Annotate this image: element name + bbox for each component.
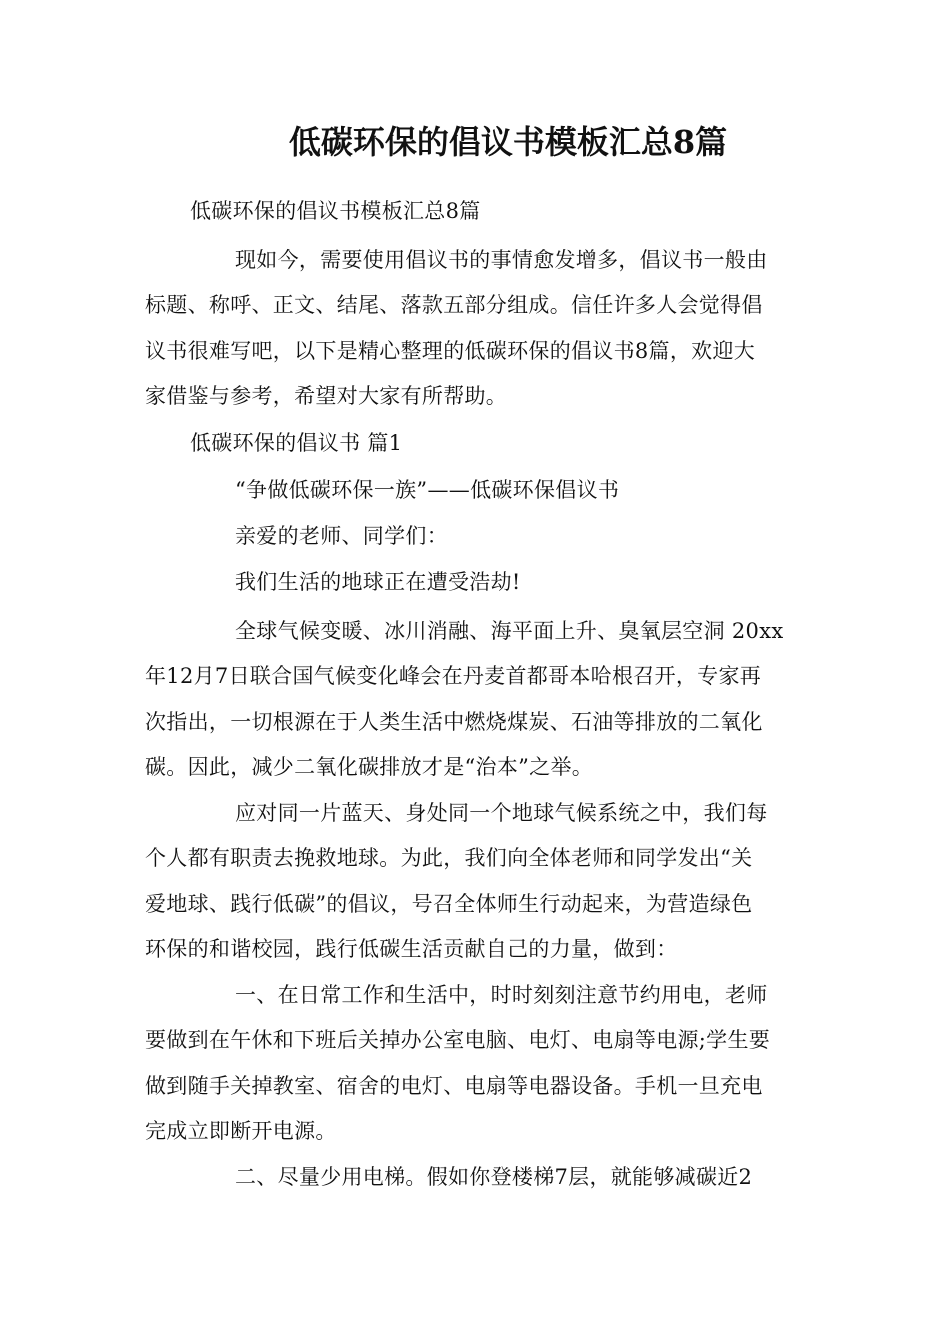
letter-title: “争做低碳环保一族”——低碳环保倡议书 — [235, 478, 620, 502]
subtitle-line: 低碳环保的倡议书模板汇总8篇 — [190, 199, 481, 223]
document-title: 低碳环保的倡议书模板汇总8篇 — [288, 123, 728, 161]
body-line: 我们生活的地球正在遭受浩劫! — [235, 570, 521, 594]
body-paragraph-line: 环保的和谐校园，践行低碳生活贡献自己的力量，做到： — [145, 937, 678, 961]
section-heading: 低碳环保的倡议书 篇1 — [190, 431, 403, 455]
body-paragraph-line: 全球气候变暖、冰川消融、海平面上升、臭氧层空洞 20xx — [235, 619, 784, 643]
body-paragraph-line: 个人都有职责去挽救地球。为此，我们向全体老师和同学发出“关 — [145, 846, 753, 870]
body-paragraph-line: 应对同一片蓝天、身处同一个地球气候系统之中，我们每 — [235, 801, 768, 825]
body-paragraph-line: 二、尽量少用电梯。假如你登楼梯7层，就能够减碳近2 — [235, 1165, 753, 1189]
body-paragraph-line: 碳。因此，减少二氧化碳排放才是“治本”之举。 — [145, 755, 594, 779]
salutation: 亲爱的老师、同学们： — [235, 524, 448, 548]
body-paragraph-line: 要做到在午休和下班后关掉办公室电脑、电灯、电扇等电源;学生要 — [145, 1028, 771, 1052]
body-paragraph-line: 一、在日常工作和生活中，时时刻刻注意节约用电，老师 — [235, 983, 768, 1007]
body-paragraph-line: 完成立即断开电源。 — [145, 1119, 337, 1143]
body-paragraph-line: 做到随手关掉教室、宿舍的电灯、电扇等电器设备。手机一旦充电 — [145, 1074, 763, 1098]
body-paragraph-line: 次指出，一切根源在于人类生活中燃烧煤炭、石油等排放的二氧化 — [145, 710, 763, 734]
intro-paragraph-line: 现如今，需要使用倡议书的事情愈发增多，倡议书一般由 — [235, 248, 768, 272]
body-paragraph-line: 年12月7日联合国气候变化峰会在丹麦首都哥本哈根召开，专家再 — [145, 664, 762, 688]
body-paragraph-line: 爱地球、践行低碳”的倡议，号召全体师生行动起来，为营造绿色 — [145, 892, 753, 916]
intro-paragraph-line: 家借鉴与参考，希望对大家有所帮助。 — [145, 384, 508, 408]
intro-paragraph-line: 标题、称呼、正文、结尾、落款五部分组成。信任许多人会觉得倡 — [145, 293, 763, 317]
intro-paragraph-line: 议书很难写吧，以下是精心整理的低碳环保的倡议书8篇，欢迎大 — [145, 339, 756, 363]
